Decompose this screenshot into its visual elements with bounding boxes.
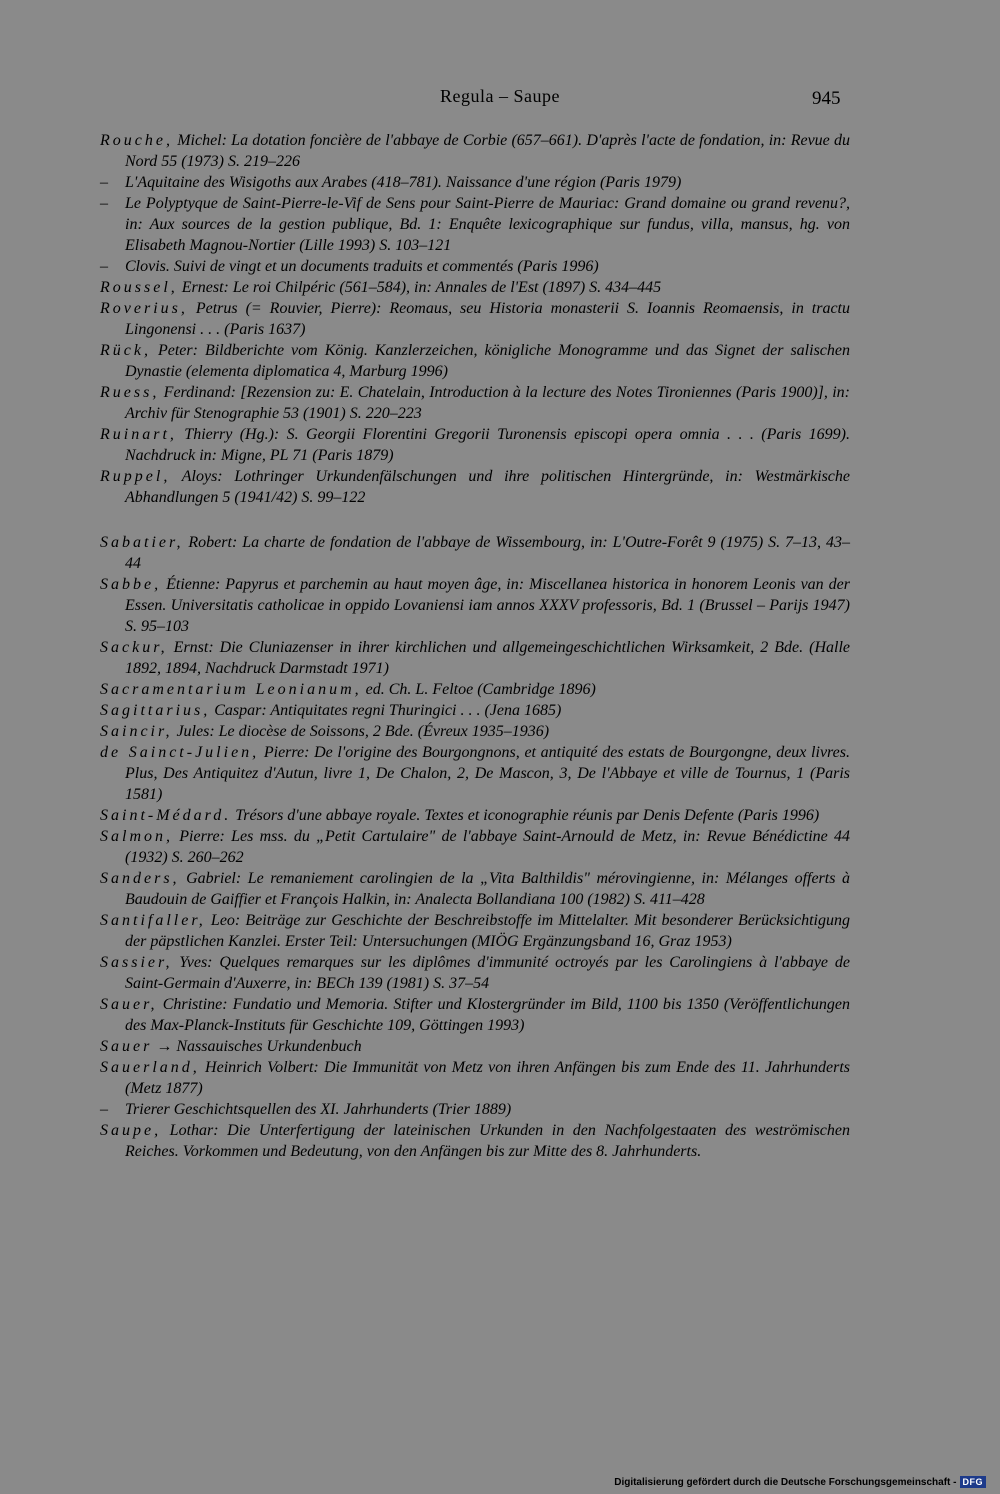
running-title: Regula – Saupe [440,86,560,106]
entry-author: Sabatier, [100,534,184,551]
section-gap [100,508,850,532]
entry-author: Rouche, [100,132,173,149]
bibliography-entry [100,994,850,1036]
entry-continuation-dash: – [100,174,108,191]
entry-text: Trésors d'une abbaye royale. Textes et iconographie réunis par Denis Defente (Paris 1996) [231,807,820,824]
entry-text: Clovis. Suivi de vingt et un documents traduits et commentés (Paris 1996) [125,258,599,275]
entry-text: Heinrich Volbert: Die Immunität von Metz von ihren Anfängen bis zum Ende des 11. Jahrhunderts (Metz 1877) [125,1059,850,1097]
entry-text: Petrus (= Rouvier, Pierre): Reomaus, seu Historia monasterii S. Ioannis Reomaensis, in tractu Lingonensi . . . (Paris 1637) [125,300,850,338]
entry-text: L'Aquitaine des Wisigoths aux Arabes (418–781). Naissance d'une région (Paris 1979) [125,174,682,191]
entry-text: Thierry (Hg.): S. Georgii Florentini Gregorii Turonensis episcopi opera omnia . . . (Paris 1699). Nachdruck in: Migne, PL 71 (Paris 1879) [125,426,850,464]
page-number: 945 [812,88,841,109]
entry-author: Sackur, [100,639,168,656]
entry-author: Ruess, [100,384,160,401]
entry-continuation-dash: – [100,195,108,212]
bibliography-entry [100,1057,850,1099]
entry-text: → Nassauisches Urkundenbuch [152,1038,362,1055]
bibliography-entry [100,679,850,700]
bibliography-entry [100,1120,850,1162]
bibliography-entry [100,130,850,172]
bibliography-entry [100,868,850,910]
entry-author: Roussel, [100,279,178,296]
entry-author: Sauer, [100,996,158,1013]
bibliography-entry [100,826,850,868]
entry-author: Roverius, [100,300,188,317]
entry-text: Étienne: Papyrus et parchemin au haut moyen âge, in: Miscellanea historica in honorem Leonis van der Essen. Universitatis catholicae in oppido Lovaniensi iam annos XXXV professoris, Bd. 1 (Brussel – Parijs 1947) S. 95–103 [125,576,850,635]
funding-credit-text: Digitalisierung gefördert durch die Deutsche Forschungsgemeinschaft - [614,1476,957,1488]
bibliography-entry [100,952,850,994]
bibliography-entry [100,424,850,466]
entry-author: Sacramentarium Leonianum, [100,681,362,698]
bibliography-entry [100,532,850,574]
bibliography-entry [100,721,850,742]
bibliography-entry [100,172,850,193]
entry-author: Sauer [100,1038,153,1055]
entry-text: ed. Ch. L. Feltoe (Cambridge 1896) [361,681,596,698]
bibliography-entry [100,1099,850,1120]
entry-continuation-dash: – [100,1101,108,1118]
entry-author: de Sainct-Julien, [100,744,260,761]
entry-text: Christine: Fundatio und Memoria. Stifter und Klostergründer im Bild, 1100 bis 1350 (Veröffentlichungen des Max-Planck-Instituts für Geschichte 109, Göttingen 1993) [125,996,850,1034]
bibliography-entry [100,574,850,637]
bibliography-entry [100,277,850,298]
dfg-logo: DFG [960,1476,987,1488]
bibliography-list [100,130,850,1162]
entry-author: Sagittarius, [100,702,211,719]
entry-text: Ernest: Le roi Chilpéric (561–584), in: Annales de l'Est (1897) S. 434–445 [177,279,662,296]
entry-text: Pierre: De l'origine des Bourgongnons, et antiquité des estats de Bourgongne, deux livres. Plus, Des Antiquitez d'Autun, livre 1, De Chalon, 2, De Mascon, 3, De l'Abbaye et ville de Tournus, 1 (Paris 1581) [125,744,851,803]
entry-text: Pierre: Les mss. du „Petit Cartulaire" de l'abbaye Saint-Arnould de Metz, in: Revue Bénédictine 44 (1932) S. 260–262 [125,828,850,866]
entry-author: Saint-Médard. [100,807,232,824]
bibliography-entry [100,700,850,721]
bibliography-entry [100,1036,850,1057]
bibliography-entry [100,298,850,340]
bibliography-entry [100,910,850,952]
bibliography-section-r [100,130,850,508]
entry-text: Caspar: Antiquitates regni Thuringici . . . (Jena 1685) [210,702,562,719]
entry-text: Ernst: Die Cluniazenser in ihrer kirchlichen und allgemeingeschichtlichen Wirksamkeit, 2 Bde. (Halle 1892, 1894, Nachdruck Darmstadt 1971) [125,639,850,677]
bibliography-entry [100,256,850,277]
entry-text: Trierer Geschichtsquellen des XI. Jahrhunderts (Trier 1889) [125,1101,512,1118]
entry-text: Jules: Le diocèse de Soissons, 2 Bde. (Évreux 1935–1936) [172,723,550,740]
bibliography-entry [100,193,850,256]
entry-author: Saupe, [100,1122,162,1139]
bibliography-entry [100,742,850,805]
bibliography-section-s [100,532,850,1162]
entry-text: Leo: Beiträge zur Geschichte der Beschreibstoffe im Mittelalter. Mit besonderer Berücksichtigung der päpstlichen Kanzlei. Erster Teil: Untersuchungen (MIÖG Ergänzungsband 16, Graz 1953) [125,912,850,950]
entry-text: Michel: La dotation foncière de l'abbaye de Corbie (657–661). D'après l'acte de fondation, in: Revue du Nord 55 (1973) S. 219–226 [125,132,850,170]
entry-text: Le Polyptyque de Saint-Pierre-le-Vif de Sens pour Saint-Pierre de Mauriac: Grand domaine ou grand revenu?, in: Aux sources de la gestion publique, Bd. 1: Enquête lexicographique sur fundus, villa, mansus, hg. von Elisabeth Magnou-Nortier (Lille 1993) S. 103–121 [125,195,850,254]
entry-continuation-dash: – [100,258,108,275]
bibliography-entry [100,382,850,424]
bibliography-entry [100,805,850,826]
entry-author: Ruinart, [100,426,177,443]
entry-text: Robert: La charte de fondation de l'abbaye de Wissembourg, in: L'Outre-Forêt 9 (1975) S. 7–13, 43–44 [125,534,850,572]
entry-text: Gabriel: Le remaniement carolingien de la „Vita Balthildis" mérovingienne, in: Mélanges offerts à Baudouin de Gaiffier et François Halkin, in: Analecta Bollandiana 100 (1982) S. 411–428 [125,870,850,908]
entry-author: Sanders, [100,870,180,887]
bibliography-entry [100,340,850,382]
bibliography-entry [100,466,850,508]
entry-author: Sauerland, [100,1059,200,1076]
entry-author: Ruppel, [100,468,171,485]
entry-text: Aloys: Lothringer Urkundenfälschungen und ihre politischen Hintergründe, in: Westmärkische Abhandlungen 5 (1941/42) S. 99–122 [125,468,850,506]
entry-author: Santifaller, [100,912,206,929]
entry-text: Ferdinand: [Rezension zu: E. Chatelain, Introduction à la lecture des Notes Tironiennes (Paris 1900)], in: Archiv für Stenographie 53 (1901) S. 220–223 [125,384,850,422]
entry-author: Sabbe, [100,576,162,593]
entry-text: Yves: Quelques remarques sur les diplômes d'immunité octroyés par les Carolingiens à l'abbaye de Saint-Germain d'Auxerre, in: BECh 139 (1981) S. 37–54 [125,954,850,992]
entry-text: Lothar: Die Unterfertigung der lateinischen Urkunden in den Nachfolgestaaten des weströmischen Reiches. Vorkommen und Bedeutung, von den Anfängen bis zur Mitte des 8. Jahrhunderts. [125,1122,850,1160]
funding-credit [614,1476,986,1488]
entry-author: Rück, [100,342,151,359]
entry-author: Saincir, [100,723,173,740]
entry-author: Sassier, [100,954,173,971]
bibliography-entry [100,637,850,679]
entry-author: Salmon, [100,828,173,845]
entry-text: Peter: Bildberichte vom König. Kanzlerzeichen, königliche Monogramme und das Signet der salischen Dynastie (elementa diplomatica 4, Marburg 1996) [125,342,850,380]
